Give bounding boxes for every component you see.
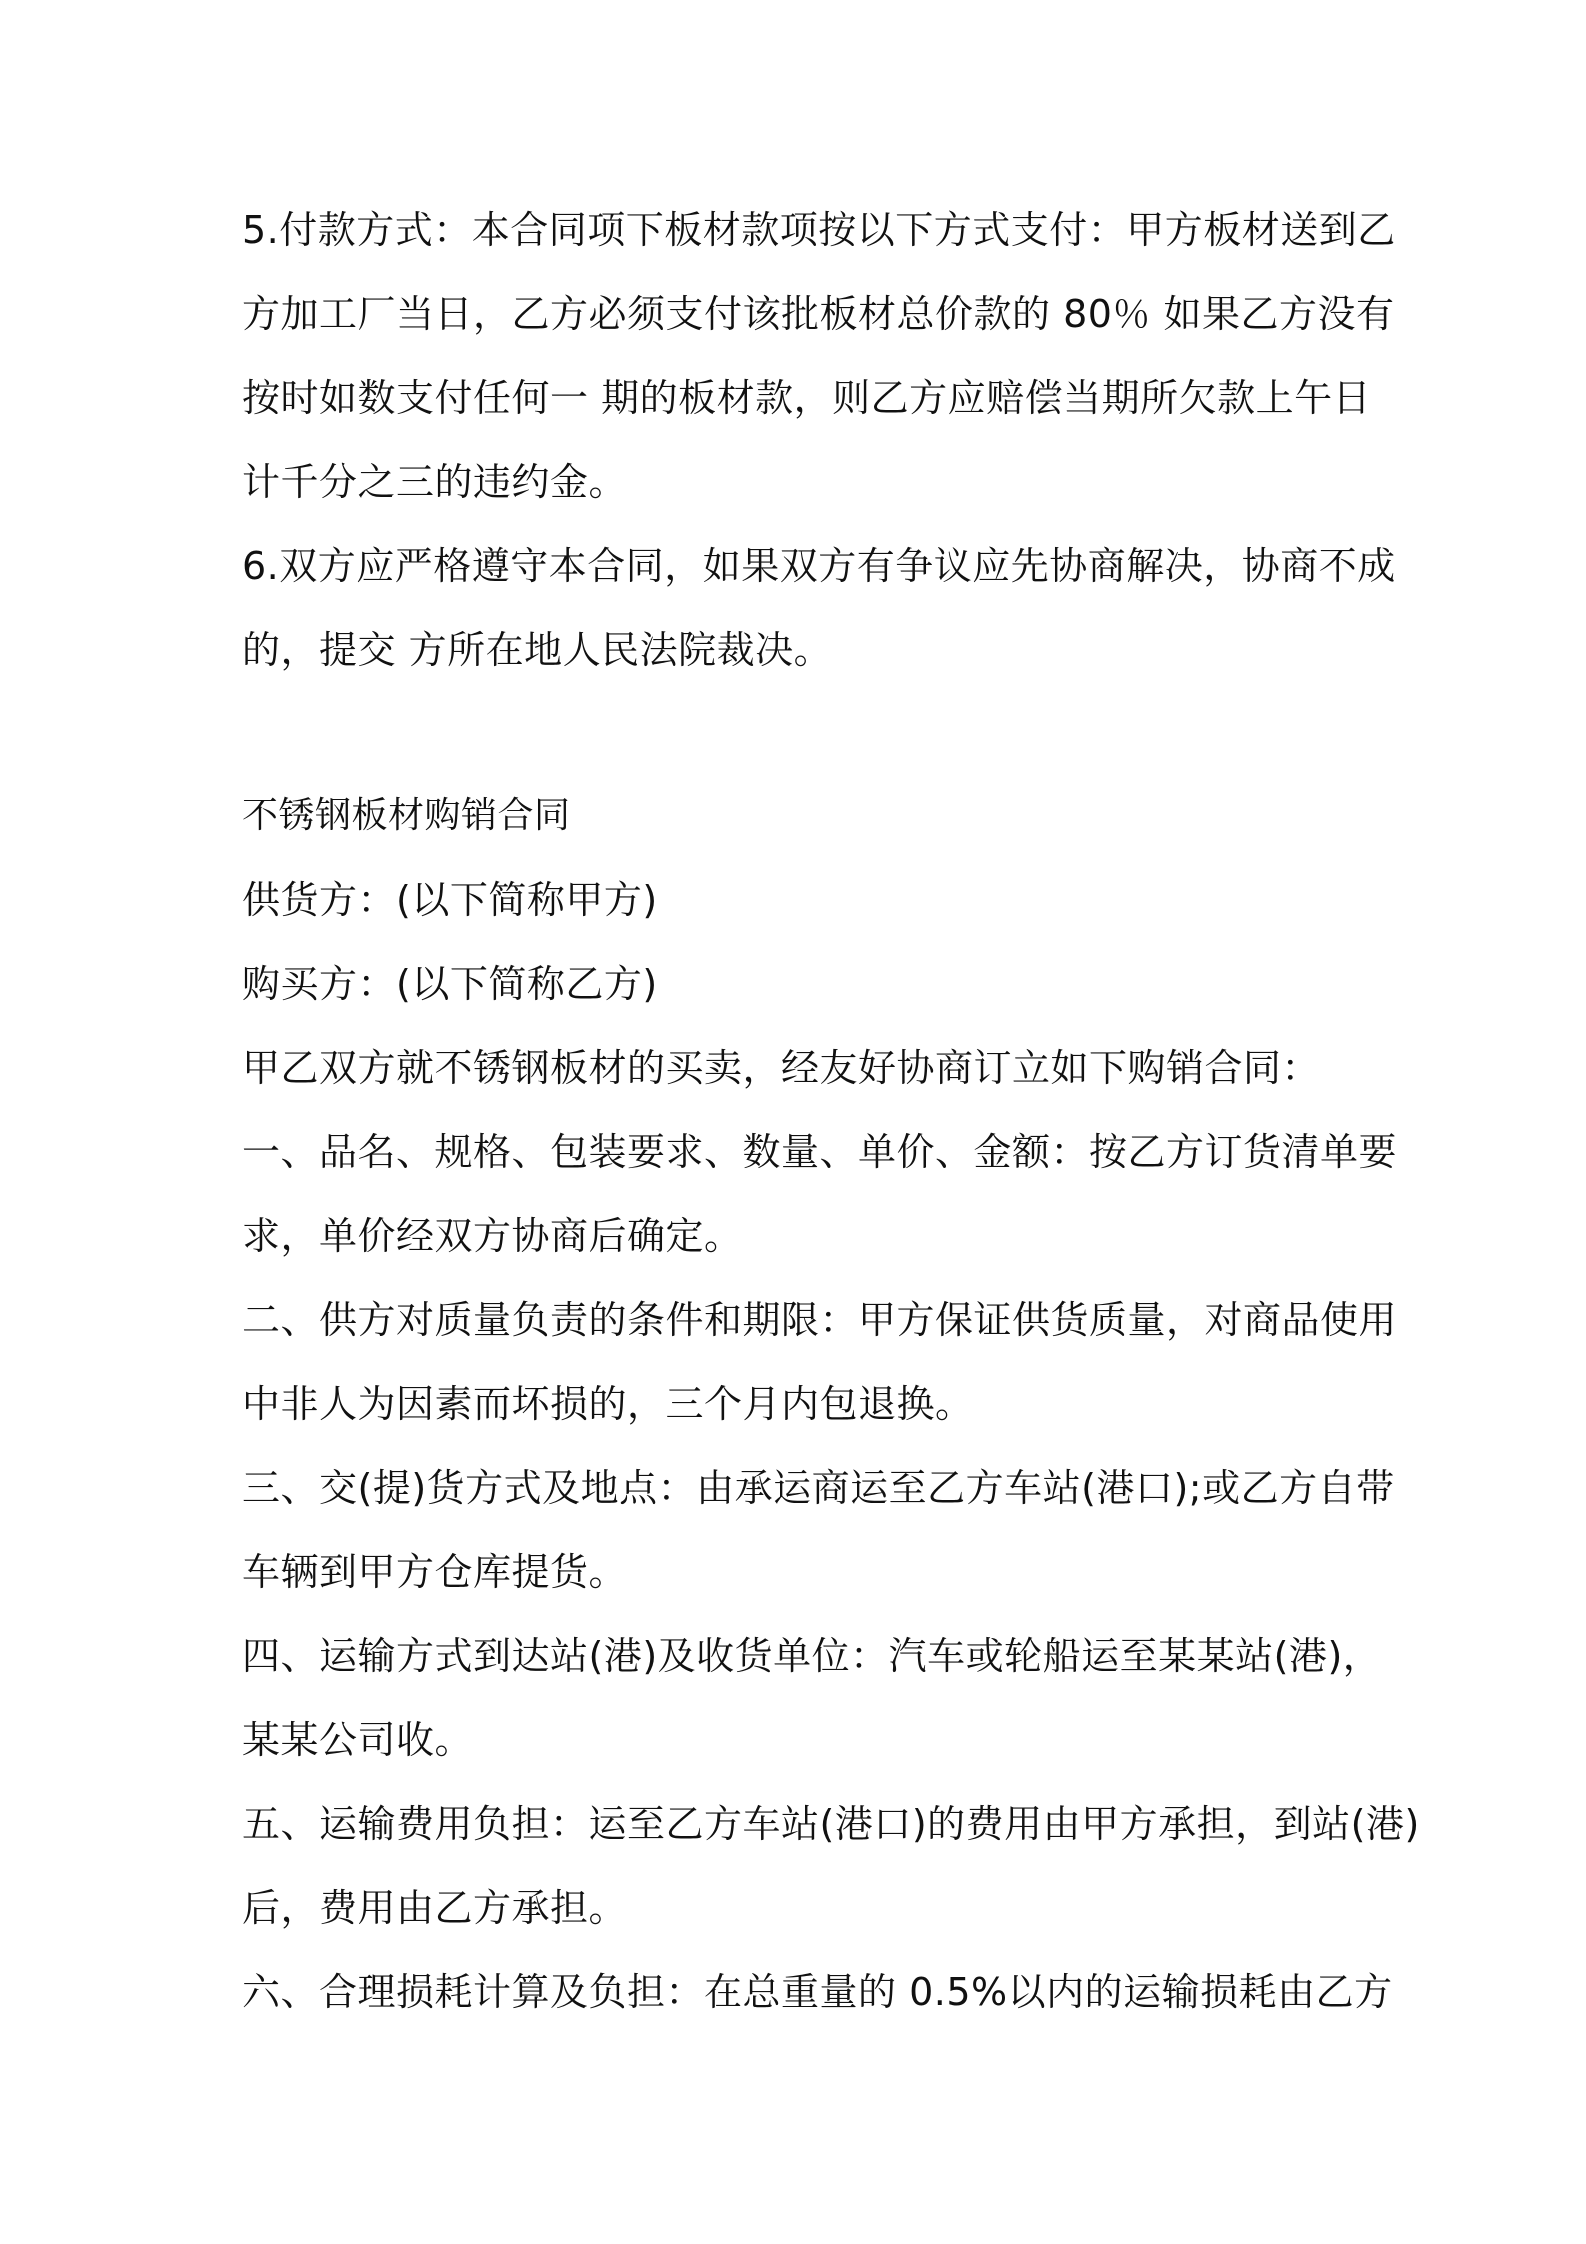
clause-3-line-2: 车辆到甲方仓库提货。	[242, 1550, 628, 1594]
clause-3-line-1: 三、交(提)货方式及地点：由承运商运至乙方车站(港口);或乙方自带	[242, 1466, 1395, 1510]
contract-title: 不锈钢板材购销合同	[242, 795, 571, 836]
clause-4-line-2: 某某公司收。	[242, 1718, 474, 1762]
dispute-clause-line-2: 的，提交 方所在地人民法院裁决。	[242, 628, 833, 672]
clause-5-line-1: 五、运输费用负担：运至乙方车站(港口)的费用由甲方承担，到站(港)	[242, 1802, 1420, 1846]
payment-terms-line-2: 方加工厂当日，乙方必须支付该批板材总价款的 80％ 如果乙方没有	[242, 292, 1395, 336]
clause-5-line-2: 后，费用由乙方承担。	[242, 1886, 628, 1930]
payment-terms-line-3: 按时如数支付任何一 期的板材款，则乙方应赔偿当期所欠款上午日	[242, 376, 1372, 420]
preamble-line: 甲乙双方就不锈钢板材的买卖，经友好协商订立如下购销合同：	[242, 1046, 1321, 1090]
clause-2-line-2: 中非人为因素而坏损的，三个月内包退换。	[242, 1382, 974, 1426]
supplier-line: 供货方：(以下简称甲方)	[242, 878, 658, 922]
clause-4-line-1: 四、运输方式到达站(港)及收货单位：汽车或轮船运至某某站(港)，	[242, 1634, 1382, 1678]
buyer-line: 购买方：(以下简称乙方)	[242, 962, 658, 1006]
payment-terms-line-4: 计千分之三的违约金。	[242, 460, 628, 504]
clause-1-line-2: 求，单价经双方协商后确定。	[242, 1214, 743, 1258]
clause-6-line-1: 六、合理损耗计算及负担：在总重量的 0.5%以内的运输损耗由乙方	[242, 1970, 1393, 2014]
payment-terms-line-1: 5.付款方式：本合同项下板材款项按以下方式支付：甲方板材送到乙	[242, 208, 1396, 252]
clause-2-line-1: 二、供方对质量负责的条件和期限：甲方保证供货质量，对商品使用	[242, 1298, 1398, 1342]
clause-1-line-1: 一、品名、规格、包装要求、数量、单价、金额：按乙方订货清单要	[242, 1130, 1398, 1174]
dispute-clause-line-1: 6.双方应严格遵守本合同，如果双方有争议应先协商解决，协商不成	[242, 544, 1396, 588]
